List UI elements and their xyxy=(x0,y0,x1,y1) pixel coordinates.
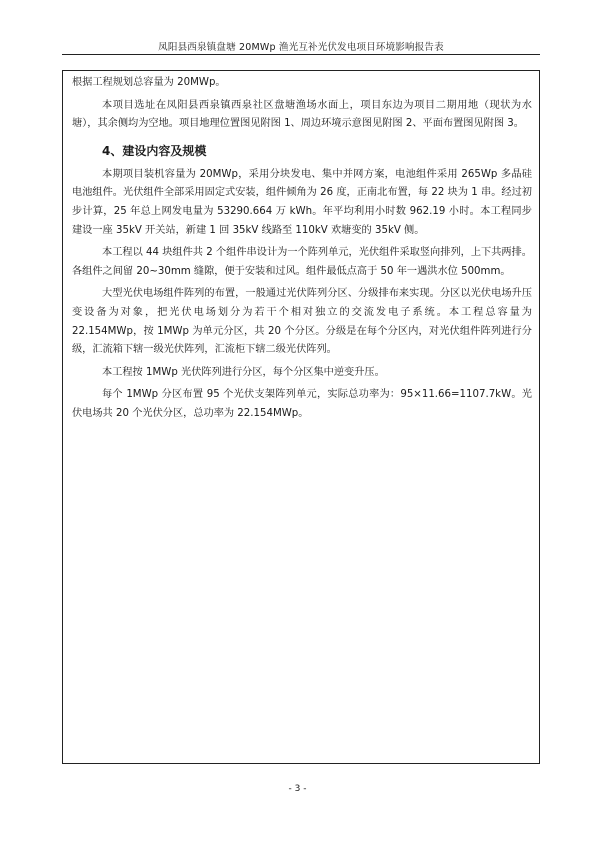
paragraph-capacity: 根据工程规划总容量为 20MWp。 xyxy=(72,77,226,88)
header-divider xyxy=(62,54,540,55)
paragraph-site-location: 本项目选址在凤阳县西泉镇西泉社区盘塘渔场水面上，项目东边为项目二期用地（现状为水塘），其余侧均为空地。项目地理位置图见附图 1、周边环境示意图见附图 2、平面布置图见附图 3。 xyxy=(72,99,532,130)
paragraph-array-unit: 本工程以 44 块组件共 2 个组件串设计为一个阵列单元，光伏组件采取竖向排列，上下共两排。各组件之间留 20~30mm 缝隙，便于安装和过风。组件最低点高于 50 年一遇洪水位 500mm。 xyxy=(72,247,532,277)
document-body xyxy=(72,74,532,424)
paragraph-installed-capacity: 本期项目装机容量为 20MWp，采用分块发电、集中并网方案，电池组件采用 265Wp 多晶硅电池组件。光伏组件全部采用固定式安装，组件倾角为 26 度，正南北布置，每 22 块为 1 串。经过初步计算，25 年总上网发电量为 53290.664 万 kWh。年平均利用小时数 962.19 小时。本工程同步建设一座 35kV 开关站，新建 1 回 35kV 线路至 110kV 欢塘变的 35kV 侧。 xyxy=(72,168,532,236)
paragraph-array-layout: 大型光伏电场组件阵列的布置，一般通过光伏阵列分区、分级排布来实现。分区以光伏电场升压变设备为对象，把光伏电场划分为若干个相对独立的交流发电子系统。本工程总容量为 22.154MWp，按 1MWp 为单元分区，共 20 个分区。分级是在每个分区内，对光伏组件阵列进行分级，汇流箱下辖一级光伏阵列，汇流柜下辖二级光伏阵列。 xyxy=(72,288,532,356)
document-header: 凤阳县西泉镇盘塘 20MWp 渔光互补光伏发电项目环境影响报告表 xyxy=(158,42,444,53)
paragraph-total-power: 每个 1MWp 分区布置 95 个光伏支架阵列单元，实际总功率为：95×11.66=1107.7kW。光伏电场共 20 个光伏分区，总功率为 22.154MWp。 xyxy=(72,389,532,419)
page-number: - 3 - xyxy=(288,784,307,794)
section-heading: 4、建设内容及规模 xyxy=(102,143,207,158)
paragraph-partition: 本工程按 1MWp 光伏阵列进行分区，每个分区集中逆变升压。 xyxy=(102,366,385,378)
